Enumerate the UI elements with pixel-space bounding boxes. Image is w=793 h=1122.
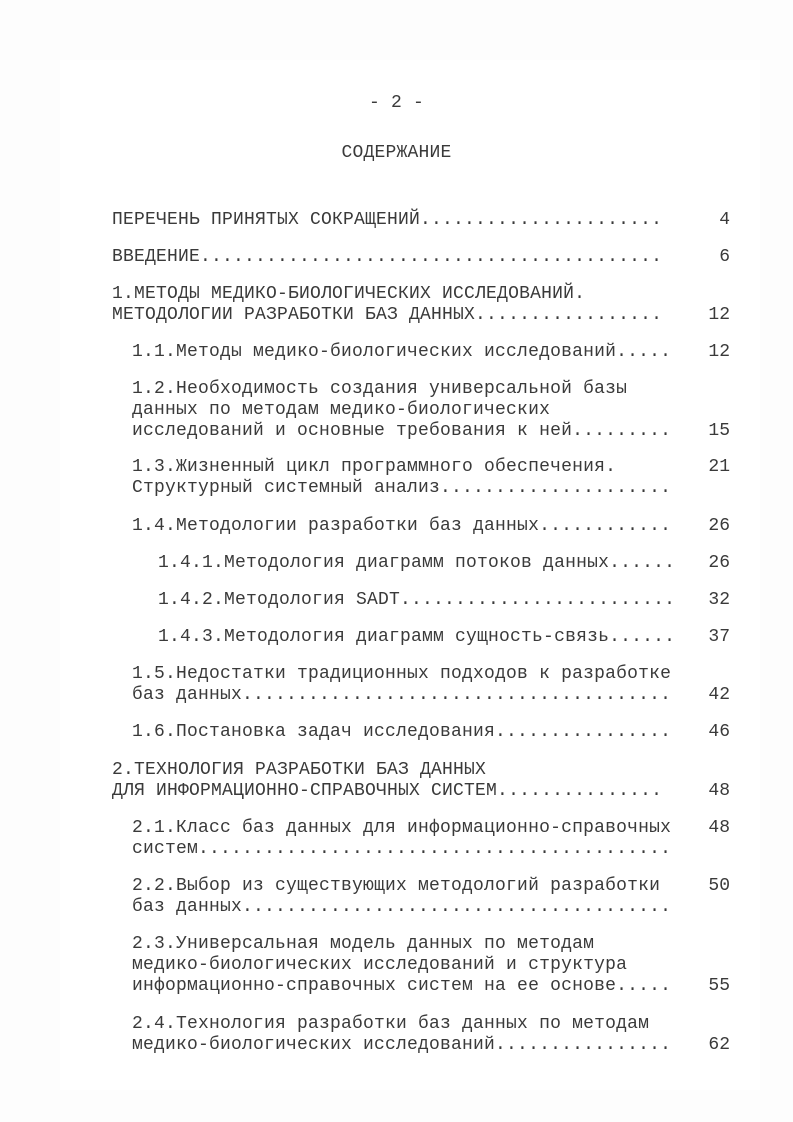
page-title: СОДЕРЖАНИЕ [341, 143, 452, 163]
toc-entry-line: 1.1.Методы медико-биологических исследований..... [132, 342, 672, 362]
toc-entry-line: МЕТОДОЛОГИИ РАЗРАБОТКИ БАЗ ДАННЫХ................. [112, 305, 663, 325]
toc-entry-line: 1.5.Недостатки традиционных подходов к разработке [132, 664, 672, 684]
toc-page-number: 50 [708, 876, 730, 896]
toc-page-number: 21 [708, 457, 730, 477]
toc-page-number: 48 [708, 781, 730, 801]
toc-entry-line: медико-биологических исследований................ [132, 1035, 672, 1055]
toc-entry-line: 1.4.Методологии разработки баз данных............ [132, 516, 672, 536]
toc-page-number: 62 [708, 1035, 730, 1055]
toc-page-number: 15 [708, 421, 730, 441]
page-number: - 2 - [368, 93, 424, 113]
toc-entry-line: 1.4.1.Методология диаграмм потоков данных...... [158, 553, 676, 573]
toc-entry-line: 1.3.Жизненный цикл программного обеспечения. [132, 457, 617, 477]
toc-entry-line: исследований и основные требования к ней......... [132, 421, 672, 441]
toc-entry-line: Структурный системный анализ..................... [132, 478, 672, 498]
toc-entry-line: медико-биологических исследований и структура [132, 955, 628, 975]
toc-page-number: 55 [708, 976, 730, 996]
toc-entry-line: 2.2.Выбор из существующих методологий разработки [132, 876, 661, 896]
toc-page-number: 42 [708, 685, 730, 705]
toc-page-number: 37 [708, 627, 730, 647]
toc-page-number: 12 [708, 342, 730, 362]
toc-entry-line: ВВЕДЕНИЕ.......................................... [112, 247, 663, 267]
toc-entry-line: 1.4.3.Методология диаграмм сущность-связь...... [158, 627, 676, 647]
toc-entry-line: баз данных....................................... [132, 685, 672, 705]
toc-entry-line: ПЕРЕЧЕНЬ ПРИНЯТЫХ СОКРАЩЕНИЙ...................... [112, 210, 663, 230]
toc-entry-line: 1.6.Постановка задач исследования................ [132, 722, 672, 742]
toc-entry-line: данных по методам медико-биологических [132, 400, 551, 420]
toc-entry-line: 1.2.Необходимость создания универсальной базы [132, 379, 628, 399]
toc-entry-line: информационно-справочных систем на ее основе..... [132, 976, 672, 996]
toc-entry-line: ДЛЯ ИНФОРМАЦИОННО-СПРАВОЧНЫХ СИСТЕМ............... [112, 781, 663, 801]
toc-page-number: 32 [708, 590, 730, 610]
toc-page-number: 12 [708, 305, 730, 325]
toc-entry-line: систем........................................... [132, 839, 672, 859]
toc-entry-line: 2.1.Класс баз данных для информационно-справочных [132, 818, 672, 838]
toc-page-number: 4 [719, 210, 730, 230]
toc-page-number: 26 [708, 553, 730, 573]
toc-entry-line: 2.4.Технология разработки баз данных по методам [132, 1014, 650, 1034]
toc-entry-line: 2.3.Универсальная модель данных по методам [132, 934, 595, 954]
toc-page-number: 26 [708, 516, 730, 536]
toc-entry-line: 2.ТЕХНОЛОГИЯ РАЗРАБОТКИ БАЗ ДАННЫХ [112, 760, 487, 780]
toc-entry-line: 1.МЕТОДЫ МЕДИКО-БИОЛОГИЧЕСКИХ ИССЛЕДОВАНИЙ. [112, 284, 586, 304]
toc-page-number: 6 [719, 247, 730, 267]
toc-entry-line: баз данных....................................... [132, 897, 672, 917]
toc-entry-line: 1.4.2.Методология SADT......................... [158, 590, 676, 610]
toc-page-number: 46 [708, 722, 730, 742]
toc-page-number: 48 [708, 818, 730, 838]
